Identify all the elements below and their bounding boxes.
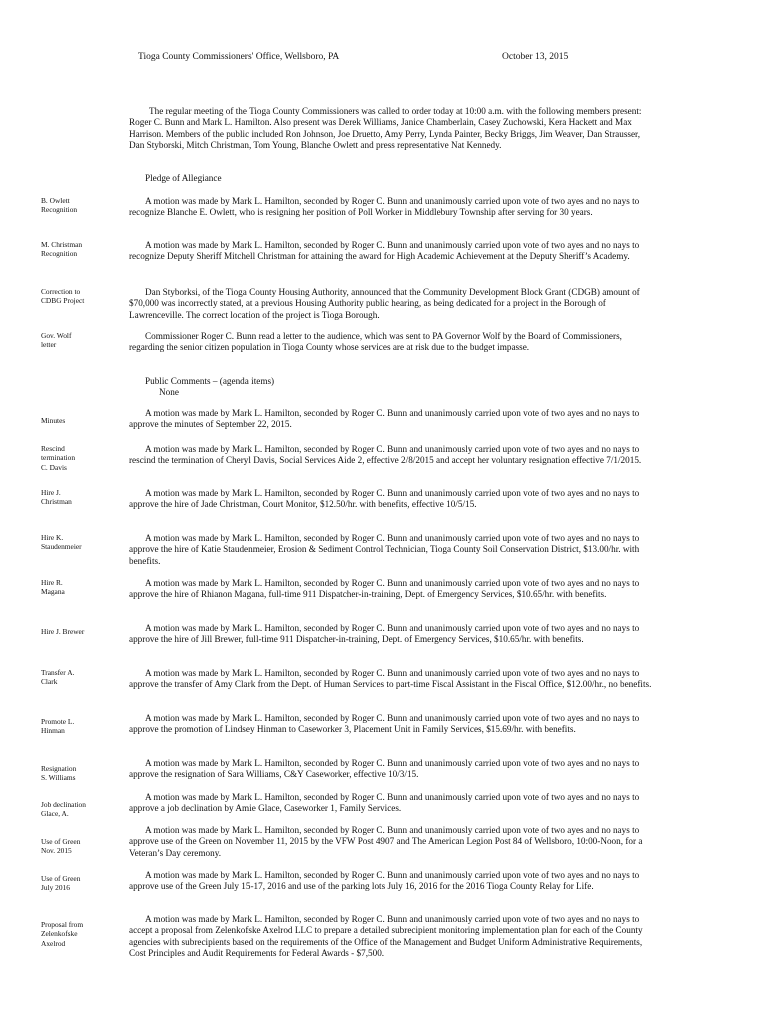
- entry-label: Hire R. Magana: [41, 578, 65, 597]
- entry-label: B. Owlett Recognition: [41, 196, 78, 215]
- entry-text: A motion was made by Mark L. Hamilton, seconded by Roger C. Bunn and unanimously carried upon vote of two ayes and no nays to approve use of the Green on November 11, 2015 by the VFW Post 4907 and The American Legion Post 84 of Wellsboro, 10:00-Noon, for a Veteran’s Day ceremony.: [129, 825, 643, 858]
- pledge-line: Pledge of Allegiance: [145, 173, 222, 183]
- intro-paragraph: The regular meeting of the Tioga County Commissioners was called to order today at 10:00 a.m. with the following members present: Roger C. Bunn and Mark L. Hamilton. Also present was Derek Williams, Janice Chamberlain, Casey Zuchowski, Kera Hackett and Max Harrison. Members of the public included Ron Johnson, Joe Druetto, Amy Perry, Lynda Painter, Becky Briggs, Jim Weaver, Dan Strausser, Dan Styborski, Mitch Christman, Tom Young, Blanche Owlett and press representative Nat Kennedy.: [129, 106, 642, 151]
- entry-label: Hire J. Brewer: [41, 627, 85, 636]
- entry-label: Minutes: [41, 416, 66, 425]
- entry-text: A motion was made by Mark L. Hamilton, seconded by Roger C. Bunn and unanimously carried upon vote of two ayes and no nays to approve a job declination by Amie Glace, Caseworker 1, Family Services.: [129, 792, 640, 814]
- header-date: October 13, 2015: [502, 52, 569, 62]
- entry-label: Use of Green Nov. 2015: [41, 837, 81, 856]
- public-comments: [145, 376, 274, 399]
- entry-label: M. Christman Recognition: [41, 240, 83, 259]
- entry-text: A motion was made by Mark L. Hamilton, seconded by Roger C. Bunn and unanimously carried upon vote of two ayes and no nays to approve the minutes of September 22, 2015.: [129, 408, 640, 430]
- entry-text: A motion was made by Mark L. Hamilton, seconded by Roger C. Bunn and unanimously carried upon vote of two ayes and no nays to recognize Deputy Sheriff Mitchell Christman for attaining the award for High Academic Achievement at the Deputy Sheriff’s Academy.: [129, 240, 640, 262]
- entry-text: A motion was made by Mark L. Hamilton, seconded by Roger C. Bunn and unanimously carried upon vote of two ayes and no nays to rescind the termination of Cheryl Davis, Social Services Aide 2, effective 2/8/2015 and accept her voluntary resignation effective 7/1/2015.: [129, 444, 642, 466]
- header-organization: Tioga County Commissioners' Office, Wellsboro, PA: [138, 52, 340, 62]
- entry-text: A motion was made by Mark L. Hamilton, seconded by Roger C. Bunn and unanimously carried upon vote of two ayes and no nays to recognize Blanche E. Owlett, who is resigning her position of Poll Worker in Middlebury Township after serving for 30 years.: [129, 196, 640, 218]
- entry-label: Transfer A. Clark: [41, 668, 75, 687]
- entry-text: A motion was made by Mark L. Hamilton, seconded by Roger C. Bunn and unanimously carried upon vote of two ayes and no nays to approve the hire of Jill Brewer, full-time 911 Dispatcher-in-training, Dept. of Emergency Services, $10.65/hr. with benefits.: [129, 623, 640, 645]
- entry-text: A motion was made by Mark L. Hamilton, seconded by Roger C. Bunn and unanimously carried upon vote of two ayes and no nays to accept a proposal from Zelenkofske Axelrod LLC to prepare a detailed subrecipient monitoring implementation plan for each of the County agencies with subrecipients based on the requirements of the Office of the Management and Budget Uniform Administrative Requirements, Cost Principles and Audit Requirements for Federal Awards - $7,500.: [129, 914, 643, 959]
- entry-label: Hire J. Christman: [41, 488, 72, 507]
- public-comments-value: None: [159, 387, 179, 398]
- entry-text: A motion was made by Mark L. Hamilton, seconded by Roger C. Bunn and unanimously carried upon vote of two ayes and no nays to approve the hire of Katie Staudenmeier, Erosion & Sediment Control Technician, Tioga County Soil Conservation District, $13.00/hr. with benefits.: [129, 533, 640, 566]
- entry-label: Use of Green July 2016: [41, 874, 81, 893]
- entry-label: Hire K. Staudenmeier: [41, 533, 82, 552]
- entry-label: Resignation S. Williams: [41, 764, 77, 783]
- entry-label: Proposal from Zelenkofske Axelrod: [41, 920, 84, 948]
- entry-text: A motion was made by Mark L. Hamilton, seconded by Roger C. Bunn and unanimously carried upon vote of two ayes and no nays to approve the hire of Jade Christman, Court Monitor, $12.50/hr. with benefits, effective 10/5/15.: [129, 488, 640, 510]
- public-comments-title: Public Comments – (agenda items): [145, 376, 275, 386]
- entry-text: A motion was made by Mark L. Hamilton, seconded by Roger C. Bunn and unanimously carried upon vote of two ayes and no nays to approve the hire of Rhianon Magana, full-time 911 Dispatcher-in-training, Dept. of Emergency Services, $10.65/hr. with benefits.: [129, 578, 640, 600]
- entry-text: A motion was made by Mark L. Hamilton, seconded by Roger C. Bunn and unanimously carried upon vote of two ayes and no nays to approve the transfer of Amy Clark from the Dept. of Human Services to part-time Fiscal Assistant in the Fiscal Office, $12.00/hr., no benefits.: [129, 668, 652, 690]
- entry-text: Commissioner Roger C. Bunn read a letter to the audience, which was sent to PA Governor Wolf by the Board of Commissioners, regarding the senior citizen population in Tioga County whose services are at risk due to the budget impasse.: [129, 331, 622, 353]
- entry-label: Gov. Wolf letter: [41, 331, 72, 350]
- entry-label: Promote L. Hinman: [41, 717, 75, 736]
- entry-text: A motion was made by Mark L. Hamilton, seconded by Roger C. Bunn and unanimously carried upon vote of two ayes and no nays to approve the resignation of Sara Williams, C&Y Caseworker, effective 10/3/15.: [129, 758, 640, 780]
- entry-text: Dan Styborksi, of the Tioga County Housing Authority, announced that the Community Development Block Grant (CDGB) amount of $70,000 was incorrectly stated, at a previous Housing Authority public hearing, as being dedicated for a project in the Borough of Lawrenceville. The correct location of the project is Tioga Borough.: [129, 287, 640, 320]
- entry-label: Correction to CDBG Project: [41, 287, 85, 306]
- entry-label: Rescind termination C. Davis: [41, 444, 76, 472]
- entry-text: A motion was made by Mark L. Hamilton, seconded by Roger C. Bunn and unanimously carried upon vote of two ayes and no nays to approve the promotion of Lindsey Hinman to Caseworker 3, Placement Unit in Family Services, $15.69/hr. with benefits.: [129, 713, 640, 735]
- entry-label: Job declination Glace, A.: [41, 800, 86, 819]
- entry-text: A motion was made by Mark L. Hamilton, seconded by Roger C. Bunn and unanimously carried upon vote of two ayes and no nays to approve use of the Green July 15-17, 2016 and use of the parking lots July 16, 2016 for the 2016 Tioga County Relay for Life.: [129, 870, 640, 892]
